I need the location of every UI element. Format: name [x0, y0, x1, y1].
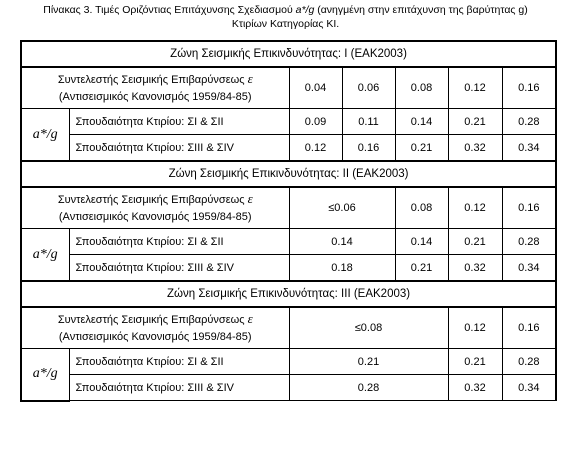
table-cell: 0.09 — [289, 109, 342, 135]
coef-symbol: ε — [247, 311, 253, 326]
table-cell: 0.21 — [289, 349, 448, 375]
table-cell: 0.14 — [289, 229, 395, 255]
zone-1-importance-row-1 — [21, 109, 556, 135]
caption-text: Πίνακας 3. Τιμές Οριζόντιας Επιτάχυνσης Σχεδιασμού — [43, 4, 296, 16]
coef-label-line-1: Συντελεστής Σεισμικής Επιβαρύνσεως — [57, 74, 245, 86]
coef-label-line-2: (Αντισεισμικός Κανονισμός 1959/84-85) — [58, 211, 252, 223]
ag-symbol-cell: a*/g — [21, 349, 69, 401]
caption-symbol: a*/g — [295, 4, 315, 16]
importance-label: Σπουδαιότητα Κτιρίου: ΣΙΙΙ & ΣΙV — [69, 135, 289, 162]
table-cell: 0.12 — [448, 67, 502, 109]
zone-3-importance-row-1 — [21, 349, 556, 375]
importance-label: Σπουδαιότητα Κτιρίου: ΣΙ & ΣΙΙ — [69, 229, 289, 255]
table-cell: ≤0.06 — [289, 187, 395, 229]
zone-1-header-row — [21, 41, 556, 67]
zone-3-title: Ζώνη Σεισμικής Επικινδυνότητας: ΙΙΙ (ΕΑΚ2003) — [21, 281, 556, 307]
table-cell: 0.32 — [448, 255, 502, 282]
zone-2-importance-row-2 — [21, 255, 556, 282]
zone-3-importance-row-2 — [21, 375, 556, 401]
table-cell: 0.21 — [448, 349, 502, 375]
acceleration-table — [20, 40, 557, 402]
importance-label: Σπουδαιότητα Κτιρίου: ΣΙ & ΣΙΙ — [69, 349, 289, 375]
table-cell: 0.34 — [502, 135, 556, 162]
table-cell: 0.21 — [448, 229, 502, 255]
table-cell: 0.16 — [502, 187, 556, 229]
table-cell: 0.28 — [289, 375, 448, 401]
importance-label: Σπουδαιότητα Κτιρίου: ΣΙΙΙ & ΣΙV — [69, 375, 289, 401]
zone-2-title: Ζώνη Σεισμικής Επικινδυνότητας: ΙΙ (ΕΑΚ2003) — [21, 161, 556, 187]
importance-label: Σπουδαιότητα Κτιρίου: ΣΙ & ΣΙΙ — [69, 109, 289, 135]
zone-2-importance-row-1 — [21, 229, 556, 255]
zone-2-coef-row — [21, 187, 556, 229]
table-cell: 0.16 — [342, 135, 395, 162]
table-cell: 0.14 — [395, 109, 448, 135]
table-cell: 0.32 — [448, 375, 502, 401]
table-cell: 0.28 — [502, 349, 556, 375]
table-cell: 0.34 — [502, 375, 556, 401]
table-cell: 0.08 — [395, 67, 448, 109]
table-cell: 0.06 — [342, 67, 395, 109]
table-cell: 0.08 — [395, 187, 448, 229]
coef-label — [21, 67, 289, 109]
table-cell: ≤0.08 — [289, 307, 448, 349]
table-cell: 0.16 — [502, 67, 556, 109]
coef-label — [21, 307, 289, 349]
table-cell: 0.32 — [448, 135, 502, 162]
table-cell: 0.18 — [289, 255, 395, 282]
coef-symbol: ε — [247, 71, 253, 86]
coef-label-line-2: (Αντισεισμικός Κανονισμός 1959/84-85) — [58, 331, 252, 343]
table-cell: 0.21 — [448, 109, 502, 135]
zone-3-header-row — [21, 281, 556, 307]
coef-label-line-1: Συντελεστής Σεισμικής Επιβαρύνσεως — [57, 314, 245, 326]
caption-line-1 — [0, 3, 571, 17]
caption-text-end: (ανηγμένη στην επιτάχυνση της βαρύτητας g) — [314, 4, 528, 16]
coef-label — [21, 187, 289, 229]
table-cell: 0.28 — [502, 109, 556, 135]
table-cell: 0.34 — [502, 255, 556, 282]
table-cell: 0.14 — [395, 229, 448, 255]
importance-label: Σπουδαιότητα Κτιρίου: ΣΙΙΙ & ΣΙV — [69, 255, 289, 282]
table-cell: 0.21 — [395, 135, 448, 162]
table-caption — [0, 3, 571, 31]
zone-1-coef-row — [21, 67, 556, 109]
zone-2-header-row — [21, 161, 556, 187]
ag-symbol-cell: a*/g — [21, 109, 69, 162]
zone-1-importance-row-2 — [21, 135, 556, 162]
table-cell: 0.16 — [502, 307, 556, 349]
coef-symbol: ε — [247, 191, 253, 206]
table-cell: 0.12 — [448, 307, 502, 349]
table-cell: 0.11 — [342, 109, 395, 135]
caption-line-2: Κτιρίων Κατηγορίας ΚΙ. — [231, 18, 340, 30]
zone-1-title: Ζώνη Σεισμικής Επικινδυνότητας: Ι (ΕΑΚ2003) — [21, 41, 556, 67]
coef-label-line-1: Συντελεστής Σεισμικής Επιβαρύνσεως — [57, 194, 245, 206]
coef-label-line-2: (Αντισεισμικός Κανονισμός 1959/84-85) — [58, 91, 252, 103]
table-cell: 0.28 — [502, 229, 556, 255]
zone-3-coef-row — [21, 307, 556, 349]
table-cell: 0.21 — [395, 255, 448, 282]
ag-symbol-cell: a*/g — [21, 229, 69, 282]
table-cell: 0.12 — [289, 135, 342, 162]
table-cell: 0.12 — [448, 187, 502, 229]
table-cell: 0.04 — [289, 67, 342, 109]
